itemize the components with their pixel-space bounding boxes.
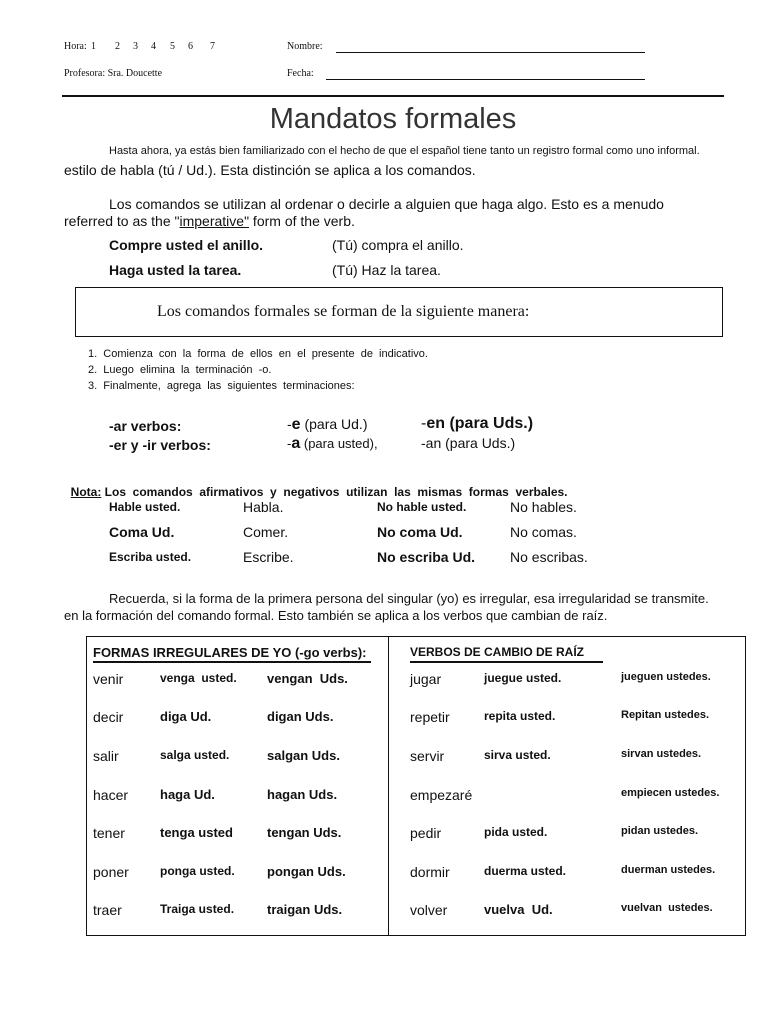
right-ud-1: juegue usted. — [484, 671, 562, 685]
hour-7: 7 — [210, 41, 215, 52]
ar-uds-dash: - — [421, 415, 427, 432]
neg-formal-2: No coma Ud. — [377, 524, 463, 540]
step-2: 2. Luego elimina la terminación -o. — [88, 364, 272, 376]
commands-line-2-a: referred to as the " — [64, 213, 180, 229]
ar-ud-ending — [287, 416, 368, 434]
aff-informal-1: Habla. — [243, 499, 284, 515]
recuerda-line-1: Recuerda, si la forma de la primera persona del singular (yo) es irregular, esa irregularidad se transmite. — [109, 591, 709, 606]
right-inf-3: servir — [410, 748, 445, 764]
right-ud-2: repita usted. — [484, 709, 556, 723]
aff-formal-2: Coma Ud. — [109, 524, 175, 540]
right-uds-4: empiecen ustedes. — [621, 787, 720, 799]
er-ud-ending — [287, 435, 378, 453]
commands-line-2-c: form of the verb. — [249, 213, 355, 229]
aff-informal-2: Comer. — [243, 524, 289, 540]
ar-ud-note: (para Ud.) — [300, 416, 368, 432]
right-uds-5: pidan ustedes. — [621, 825, 699, 837]
hour-1: 1 — [91, 41, 96, 52]
hour-4: 4 — [151, 41, 156, 52]
left-uds-1: vengan Uds. — [267, 671, 348, 686]
left-inf-6: poner — [93, 864, 129, 880]
aff-informal-3: Escribe. — [243, 549, 294, 565]
left-inf-3: salir — [93, 748, 119, 764]
ar-uds-end: en (para Uds.) — [426, 415, 534, 432]
left-uds-2: digan Uds. — [267, 709, 334, 724]
example-formal-2: Haga usted la tarea. — [109, 262, 242, 278]
right-uds-7: vuelvan ustedes. — [621, 902, 713, 914]
commands-line-1: Los comandos se utilizan al ordenar o decirle a alguien que haga algo. Esto es a menudo — [109, 196, 664, 212]
right-inf-5: pedir — [410, 825, 442, 841]
recuerda-line-2: en la formación del comando formal. Esto también se aplica a los verbos que cambian de raíz. — [64, 608, 608, 623]
right-header-underline — [410, 661, 603, 663]
nombre-label: Nombre: — [287, 41, 323, 52]
left-inf-2: decir — [93, 709, 124, 725]
fecha-label: Fecha: — [287, 68, 314, 79]
neg-informal-3: No escribas. — [510, 549, 588, 565]
er-ud-note: (para usted), — [300, 436, 378, 451]
nota-label: Nota: — [70, 485, 102, 499]
example-formal-1: Compre usted el anillo. — [109, 237, 264, 253]
right-inf-6: dormir — [410, 864, 450, 880]
commands-line-2 — [64, 213, 355, 229]
ar-label: -ar verbos: — [109, 418, 182, 434]
page-title: Mandatos formales — [269, 103, 517, 135]
aff-formal-3: Escriba usted. — [109, 550, 192, 564]
hour-5: 5 — [170, 41, 175, 52]
intro-line-1: Hasta ahora, ya estás bien familiarizado con el hecho de que el español tiene tanto un registro formal como uno informal. — [109, 145, 700, 157]
left-inf-1: venir — [93, 671, 124, 687]
left-uds-3: salgan Uds. — [267, 748, 340, 763]
nota — [64, 471, 568, 499]
left-ud-4: haga Ud. — [160, 787, 215, 802]
step-3: 3. Finalmente, agrega las siguientes terminaciones: — [88, 380, 355, 392]
neg-informal-1: No hables. — [510, 499, 577, 515]
right-ud-5: pida usted. — [484, 825, 548, 839]
right-inf-1: jugar — [410, 671, 442, 687]
nota-text: Los comandos afirmativos y negativos utilizan las mismas formas verbales. — [101, 485, 568, 499]
example-informal-2: (Tú) Haz la tarea. — [332, 262, 441, 278]
left-ud-1: venga usted. — [160, 671, 237, 685]
right-inf-4: empezaré — [410, 787, 473, 803]
left-inf-4: hacer — [93, 787, 129, 803]
er-label: -er y -ir verbos: — [109, 437, 211, 453]
hora-label: Hora: — [64, 41, 87, 52]
profesora: Profesora: Sra. Doucette — [64, 68, 163, 79]
er-ud-end: a — [291, 435, 301, 452]
nombre-line — [336, 52, 645, 53]
left-uds-6: pongan Uds. — [267, 864, 346, 879]
rule-box-text: Los comandos formales se forman de la siguiente manera: — [157, 303, 530, 320]
right-uds-6: duerman ustedes. — [621, 864, 716, 876]
ar-ud-dash: - — [287, 416, 292, 432]
right-inf-2: repetir — [410, 709, 450, 725]
aff-formal-1: Hable usted. — [109, 500, 181, 514]
ar-uds-ending — [421, 415, 533, 433]
right-uds-1: jueguen ustedes. — [621, 671, 711, 683]
right-uds-3: sirvan ustedes. — [621, 748, 702, 760]
left-ud-5: tenga usted — [160, 825, 233, 840]
left-uds-7: traigan Uds. — [267, 902, 343, 917]
right-uds-2: Repitan ustedes. — [621, 709, 710, 721]
imperative-term: imperative" — [179, 213, 250, 229]
left-header-underline — [93, 661, 371, 663]
left-inf-5: tener — [93, 825, 125, 841]
ar-ud-end: e — [291, 416, 301, 433]
header-divider — [62, 95, 724, 97]
left-uds-5: tengan Uds. — [267, 825, 342, 840]
hour-3: 3 — [133, 41, 138, 52]
right-ud-7: vuelva Ud. — [484, 902, 553, 917]
er-ud-dash: - — [287, 436, 292, 451]
right-ud-6: duerma usted. — [484, 864, 567, 878]
neg-informal-2: No comas. — [510, 524, 577, 540]
verbs-table-divider — [388, 636, 389, 935]
intro-line-2: estilo de habla (tú / Ud.). Esta distinción se aplica a los comandos. — [64, 162, 476, 178]
left-ud-2: diga Ud. — [160, 709, 212, 724]
right-ud-3: sirva usted. — [484, 748, 551, 762]
left-header: FORMAS IRREGULARES DE YO (-go verbs): — [93, 645, 367, 660]
hour-2: 2 — [115, 41, 120, 52]
right-header: VERBOS DE CAMBIO DE RAÍZ — [410, 645, 585, 659]
left-ud-3: salga usted. — [160, 748, 230, 762]
hour-6: 6 — [188, 41, 193, 52]
neg-formal-3: No escriba Ud. — [377, 549, 476, 565]
left-ud-6: ponga usted. — [160, 864, 235, 878]
left-uds-4: hagan Uds. — [267, 787, 338, 802]
right-inf-7: volver — [410, 902, 448, 918]
step-1: 1. Comienza con la forma de ellos en el presente de indicativo. — [88, 348, 428, 360]
fecha-line — [326, 79, 645, 80]
left-ud-7: Traiga usted. — [160, 902, 235, 916]
neg-formal-1: No hable usted. — [377, 500, 467, 514]
example-informal-1: (Tú) compra el anillo. — [332, 237, 464, 253]
er-uds-ending: -an (para Uds.) — [421, 435, 516, 451]
left-inf-7: traer — [93, 902, 122, 918]
